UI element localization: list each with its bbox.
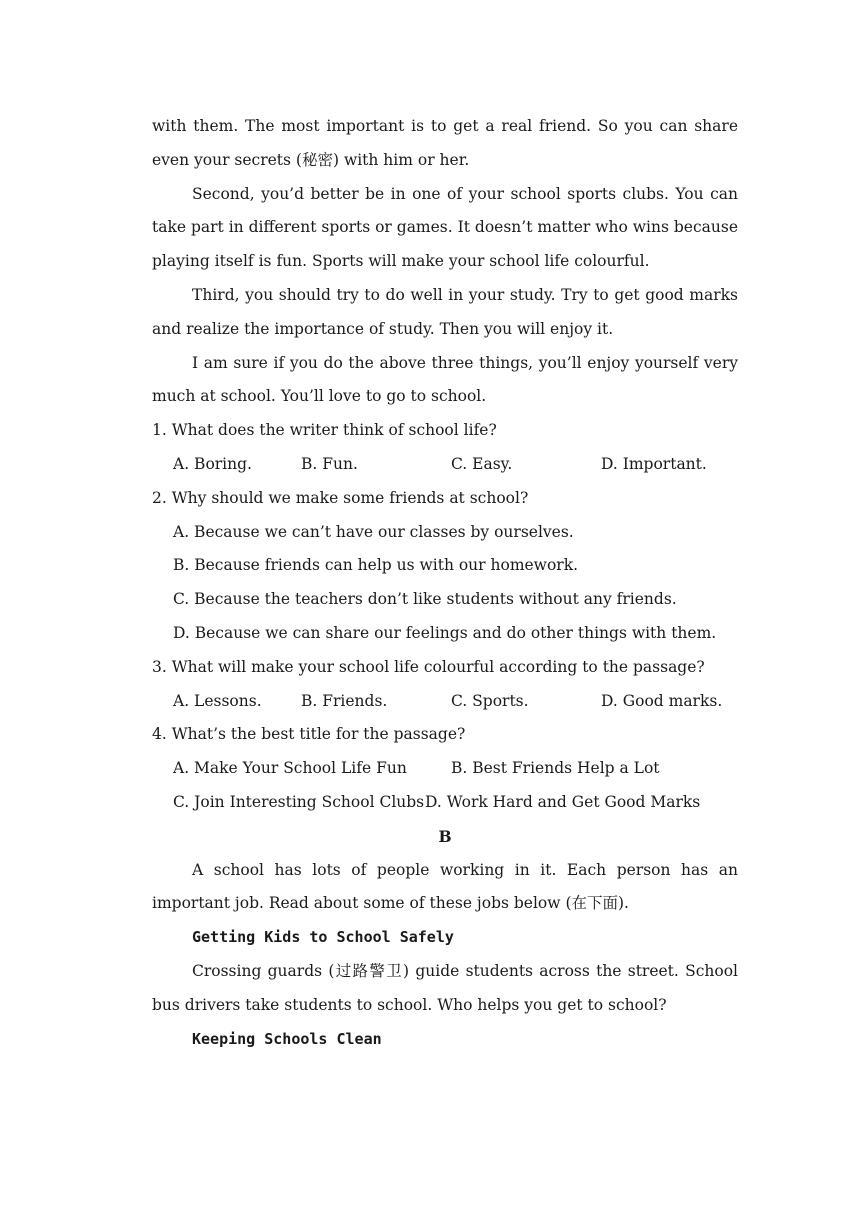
option-2a: A. Because we can’t have our classes by ourselves. <box>173 522 574 541</box>
question-4-stem: 4. What’s the best title for the passage? <box>152 725 466 744</box>
option-4d: D. Work Hard and Get Good Marks <box>425 792 701 811</box>
section-b-heading-2: Keeping Schools Clean <box>192 1029 382 1048</box>
passage-paragraph-third: Third, you should try to do well in your study. Try to get good marks and realize the importance of study. Then you will enjoy it. <box>152 285 738 338</box>
question-4-options-row1 <box>152 752 738 786</box>
passage-paragraph-continuation: with them. The most important is to get a real friend. So you can share even your secrets (秘密) with him or her. <box>152 117 738 169</box>
option-2b: B. Because friends can help us with our homework. <box>173 556 579 575</box>
option-4c: C. Join Interesting School Clubs <box>173 792 425 811</box>
section-b-intro: A school has lots of people working in it. Each person has an important job. Read about some of these jobs below (在下面). <box>152 860 738 913</box>
question-3-options <box>152 685 738 719</box>
option-3b: B. Friends. <box>301 691 388 710</box>
question-3-stem: 3. What will make your school life colourful according to the passage? <box>152 657 705 676</box>
question-1-options <box>152 448 738 482</box>
section-b-letter: B <box>438 826 452 846</box>
option-1c: C. Easy. <box>451 454 513 473</box>
option-3c: C. Sports. <box>451 691 529 710</box>
question-2-stem: 2. Why should we make some friends at school? <box>152 488 529 507</box>
section-b-heading-1: Getting Kids to School Safely <box>192 928 454 947</box>
passage-paragraph-final: I am sure if you do the above three things, you’ll enjoy yourself very much at school. You’ll love to go to school. <box>152 353 738 406</box>
option-4b: B. Best Friends Help a Lot <box>451 759 660 778</box>
option-2d: D. Because we can share our feelings and do other things with them. <box>173 623 717 642</box>
section-b-paragraph-1: Crossing guards (过路警卫) guide students across the street. School bus drivers take students to school. Who helps you get to school? <box>152 961 738 1014</box>
option-3d: D. Good marks. <box>601 691 723 710</box>
question-4-options-row2 <box>152 786 738 820</box>
option-2c: C. Because the teachers don’t like students without any friends. <box>173 590 677 609</box>
question-1-stem: 1. What does the writer think of school life? <box>152 421 497 440</box>
option-3a: A. Lessons. <box>173 691 262 710</box>
passage-paragraph-second: Second, you’d better be in one of your school sports clubs. You can take part in different sports or games. It doesn’t matter who wins because playing itself is fun. Sports will make your school life colourful. <box>152 184 738 271</box>
option-1a: A. Boring. <box>173 454 252 473</box>
option-1b: B. Fun. <box>301 454 358 473</box>
option-4a: A. Make Your School Life Fun <box>173 759 407 778</box>
document-body <box>152 110 738 1056</box>
option-1d: D. Important. <box>601 454 707 473</box>
